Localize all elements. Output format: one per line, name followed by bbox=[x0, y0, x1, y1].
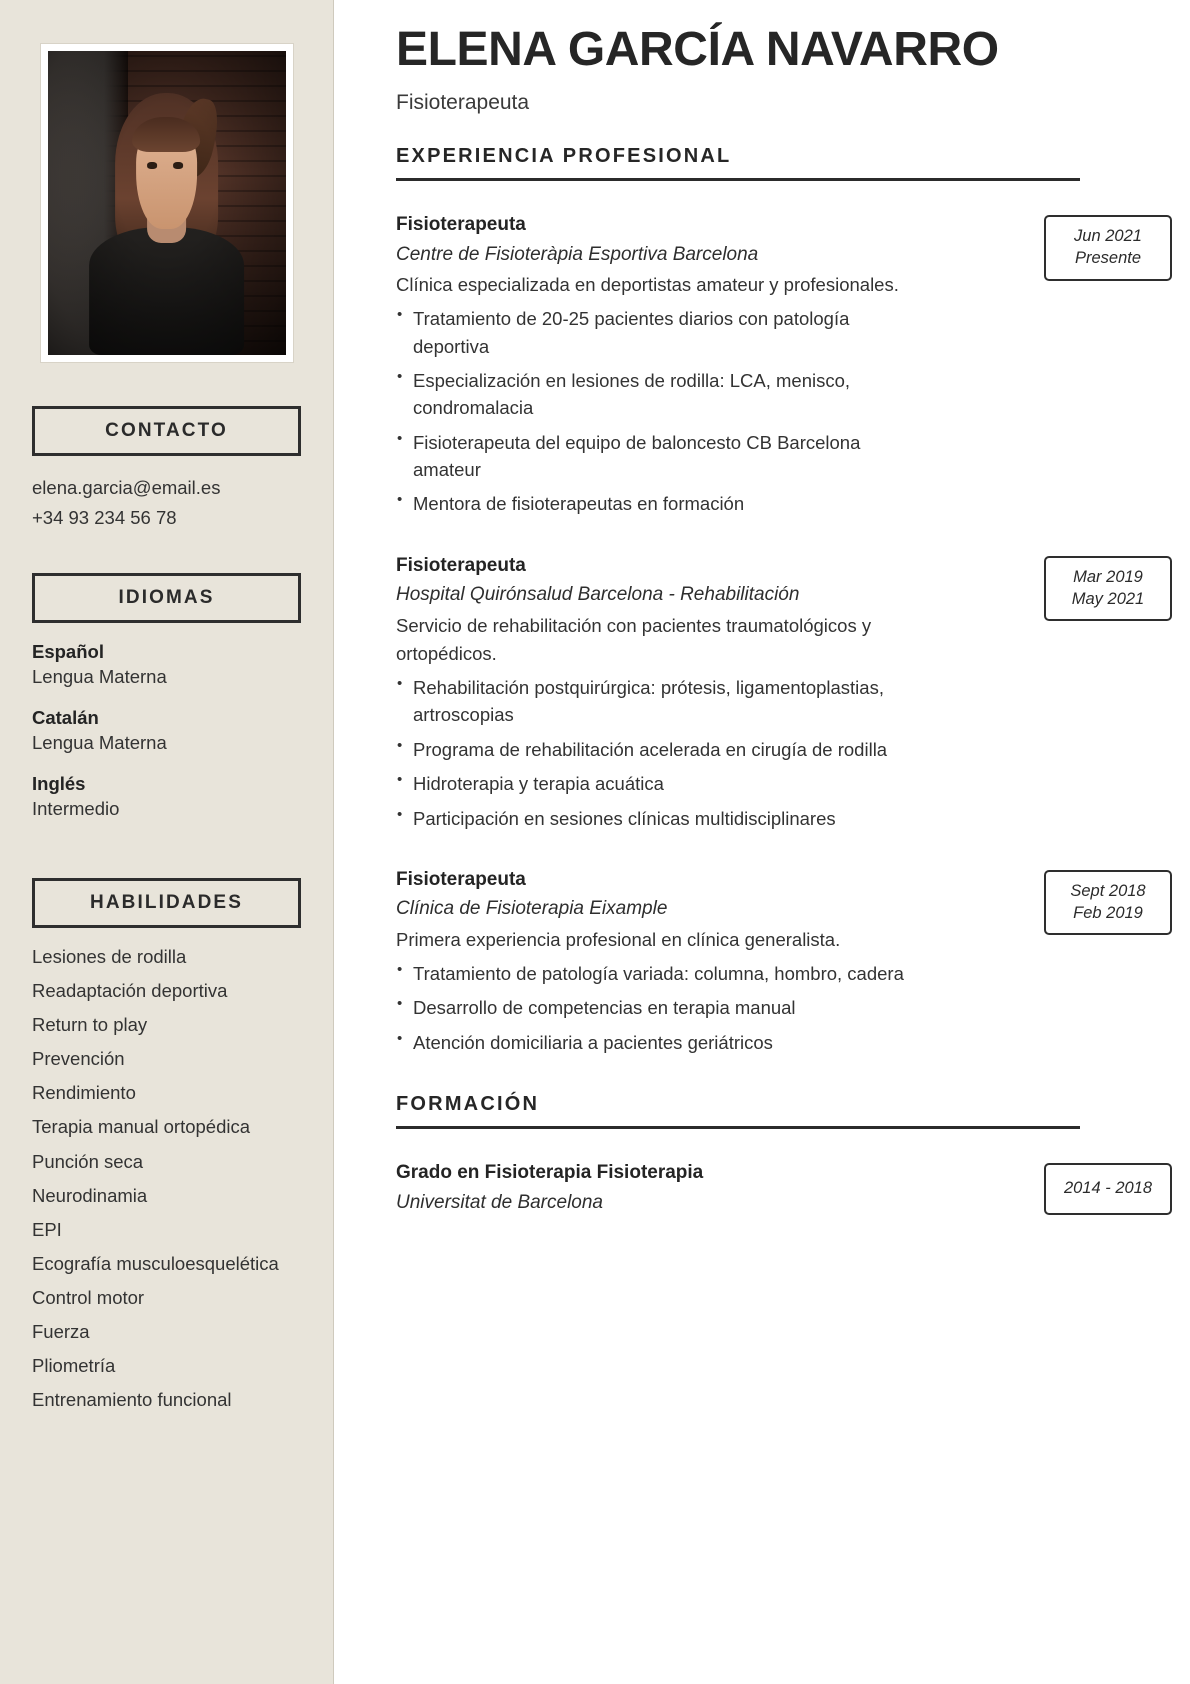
list-item: Rendimiento bbox=[32, 1082, 136, 1104]
date-badge bbox=[1044, 1163, 1172, 1215]
language-name: Español bbox=[32, 640, 104, 662]
list-item: • Participación en sesiones clínicas multidisciplinares bbox=[396, 805, 930, 832]
profile-photo-frame bbox=[41, 44, 293, 362]
experience-entry bbox=[396, 866, 1146, 1056]
entry-bullets bbox=[396, 674, 930, 832]
list-item bbox=[32, 772, 301, 822]
languages-list bbox=[32, 640, 301, 822]
list-item: • Tratamiento de 20-25 pacientes diarios con patología deportiva bbox=[396, 305, 930, 360]
list-item: Return to play bbox=[32, 1014, 148, 1035]
entry-role: Fisioterapeuta bbox=[396, 214, 526, 236]
school-name: Universitat de Barcelona bbox=[396, 1191, 603, 1213]
list-item: • Fisioterapeuta del equipo de baloncesto CB Barcelona amateur bbox=[396, 429, 930, 484]
sidebar bbox=[0, 0, 334, 1684]
date-range: 2014 - 2018 bbox=[1063, 1179, 1153, 1198]
list-item: Fuerza bbox=[32, 1321, 90, 1343]
page-title: ELENA GARCÍA NAVARRO bbox=[396, 23, 999, 76]
entry-description: Primera experiencia profesional en clínica generalista. bbox=[396, 928, 841, 950]
photo-vignette bbox=[48, 51, 286, 355]
list-item: EPI bbox=[32, 1218, 62, 1240]
entry-organization: Centre de Fisioteràpia Esportiva Barcelona bbox=[396, 243, 759, 265]
list-item: • Atención domiciliaria a pacientes geriátricos bbox=[396, 1029, 930, 1056]
list-item: Readaptación deportiva bbox=[32, 979, 228, 1001]
job-title: Fisioterapeuta bbox=[396, 91, 530, 115]
experience-entry bbox=[396, 552, 1145, 832]
list-item: • Rehabilitación postquirúrgica: prótesis, ligamentoplastias, artroscopias bbox=[396, 674, 930, 729]
language-level: Lengua Materna bbox=[32, 731, 167, 753]
education-entry bbox=[396, 1159, 1153, 1217]
date-start: Jun 2021 bbox=[1074, 227, 1142, 246]
date-end: Feb 2019 bbox=[1073, 903, 1143, 922]
spacer bbox=[32, 533, 301, 573]
list-item: • Desarrollo de competencias en terapia manual bbox=[396, 994, 930, 1021]
entry-bullets bbox=[396, 960, 930, 1056]
spacer bbox=[32, 838, 301, 878]
contact-email[interactable]: elena.garcia@email.es bbox=[32, 477, 221, 498]
list-item: Neurodinamia bbox=[32, 1184, 148, 1206]
date-badge bbox=[1044, 870, 1172, 936]
date-end: Presente bbox=[1074, 248, 1142, 267]
education-section-heading: FORMACIÓN bbox=[396, 1093, 1080, 1129]
date-start: Sept 2018 bbox=[1070, 881, 1146, 900]
list-item: • Especialización en lesiones de rodilla: LCA, menisco, condromalacia bbox=[396, 367, 930, 422]
date-badge bbox=[1044, 215, 1172, 281]
entry-description: Servicio de rehabilitación con pacientes traumatológicos y ortopédicos. bbox=[396, 614, 872, 664]
list-item: Ecografía musculoesquelética bbox=[32, 1252, 279, 1274]
entry-description: Clínica especializada en deportistas amateur y profesionales. bbox=[396, 274, 899, 296]
profile-photo bbox=[48, 51, 286, 355]
list-item: Prevención bbox=[32, 1048, 125, 1070]
education-list bbox=[396, 1159, 1153, 1217]
spacer bbox=[396, 1063, 1080, 1093]
experience-entry bbox=[396, 211, 1142, 518]
language-level: Intermedio bbox=[32, 797, 120, 819]
date-start: Mar 2019 bbox=[1073, 567, 1143, 586]
list-item bbox=[32, 640, 301, 690]
list-item: • Programa de rehabilitación acelerada en cirugía de rodilla bbox=[396, 736, 930, 763]
list-item: • Hidroterapia y terapia acuática bbox=[396, 770, 930, 797]
contact-phone[interactable]: +34 93 234 56 78 bbox=[32, 506, 177, 528]
experience-section-heading: EXPERIENCIA PROFESIONAL bbox=[396, 145, 1080, 181]
habilidades-heading: HABILIDADES bbox=[32, 878, 301, 928]
list-item bbox=[32, 706, 301, 756]
idiomas-heading: IDIOMAS bbox=[32, 573, 301, 623]
list-item: Terapia manual ortopédica bbox=[32, 1116, 251, 1138]
entry-organization: Clínica de Fisioterapia Eixample bbox=[396, 898, 668, 920]
list-item: • Tratamiento de patología variada: columna, hombro, cadera bbox=[396, 960, 930, 987]
entry-organization: Hospital Quirónsalud Barcelona - Rehabilitación bbox=[396, 584, 800, 606]
date-end: May 2021 bbox=[1071, 589, 1145, 608]
list-item: Lesiones de rodilla bbox=[32, 945, 187, 967]
list-item: Entrenamiento funcional bbox=[32, 1389, 232, 1411]
language-level: Lengua Materna bbox=[32, 665, 167, 687]
date-badge bbox=[1044, 556, 1172, 622]
main-content bbox=[334, 0, 1190, 1684]
contacto-heading: CONTACTO bbox=[32, 406, 301, 456]
language-name: Inglés bbox=[32, 772, 86, 794]
list-item: Punción seca bbox=[32, 1150, 144, 1172]
entry-role: Fisioterapeuta bbox=[396, 868, 526, 890]
degree-title: Grado en Fisioterapia Fisioterapia bbox=[396, 1162, 704, 1184]
list-item: Control motor bbox=[32, 1287, 145, 1308]
experience-list bbox=[396, 211, 1146, 1056]
entry-role: Fisioterapeuta bbox=[396, 554, 526, 576]
list-item: • Mentora de fisioterapeutas en formación bbox=[396, 490, 930, 517]
list-item: Pliometría bbox=[32, 1355, 116, 1377]
entry-bullets bbox=[396, 305, 930, 518]
language-name: Catalán bbox=[32, 706, 99, 728]
skills-list bbox=[32, 945, 301, 1412]
